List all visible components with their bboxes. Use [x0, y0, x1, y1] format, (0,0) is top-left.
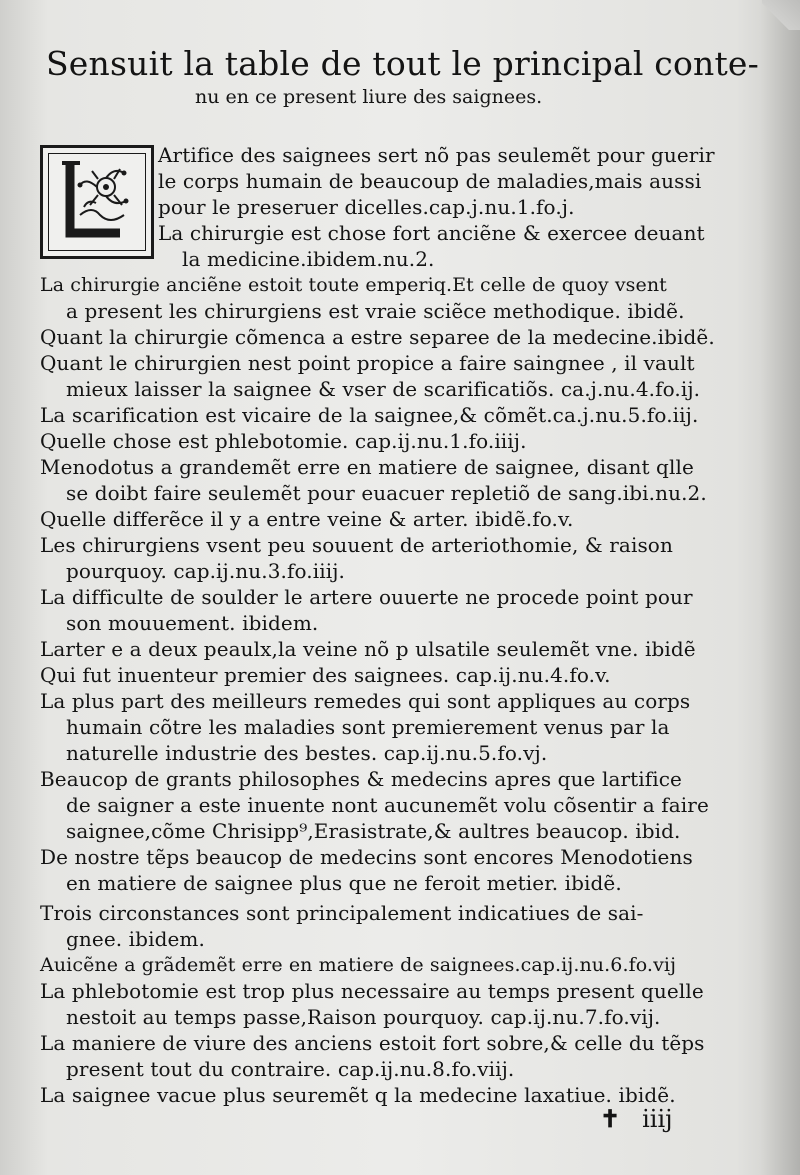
list-item: pourquoy. cap.ij.nu.3.fo.iiij. — [66, 559, 346, 583]
list-item: Auicẽne a grãdemẽt erre en matiere de saignees.cap.ij.nu.6.fo.vij — [40, 954, 677, 976]
list-item: Trois circonstances sont principalement indicatiues de sai- — [40, 901, 644, 925]
list-item: humain cõtre les maladies sont premierement venus par la — [66, 715, 670, 739]
page-title: Sensuit la table de tout le principal conte- — [46, 44, 760, 83]
list-item: Quelle differẽce il y a entre veine & arter. ibidẽ.fo.v. — [40, 507, 574, 531]
list-item: Les chirurgiens vsent peu souuent de arteriothomie, & raison — [40, 533, 673, 557]
list-item: de saigner a este inuente nont aucunemẽt volu cõsentir a faire — [66, 793, 709, 817]
list-item: La saignee vacue plus seuremẽt q la medecine laxatiue. ibidẽ. — [40, 1083, 676, 1107]
list-item: Quant le chirurgien nest point propice a faire saingnee , il vault — [40, 351, 695, 375]
list-item: Menodotus a grandemẽt erre en matiere de saignee, disant qlle — [40, 455, 694, 479]
list-item: nestoit au temps passe,Raison pourquoy. cap.ij.nu.7.fo.vij. — [66, 1005, 661, 1029]
list-item: La difficulte de soulder le artere ouuerte ne procede point pour — [40, 585, 693, 609]
cross-icon: ✝ — [600, 1104, 621, 1133]
list-item: present tout du contraire. cap.ij.nu.8.fo.viij. — [66, 1057, 515, 1081]
catchword: iiij — [642, 1105, 673, 1133]
list-item: Qui fut inuenteur premier des saignees. cap.ij.nu.4.fo.v. — [40, 663, 611, 687]
list-item: se doibt faire seulemẽt pour euacuer repletiõ de sang.ibi.nu.2. — [66, 481, 707, 505]
page-title-continued: nu en ce present liure des saignees. — [195, 86, 543, 108]
list-item: La maniere de viure des anciens estoit fort sobre,& celle du tẽps — [40, 1031, 705, 1055]
list-item: La plus part des meilleurs remedes qui sont appliques au corps — [40, 689, 691, 713]
list-item: a present les chirurgiens est vraie sciẽce methodique. ibidẽ. — [66, 299, 685, 323]
list-item: Quelle chose est phlebotomie. cap.ij.nu.1.fo.iiij. — [40, 429, 527, 453]
list-item: gnee. ibidem. — [66, 927, 205, 951]
list-item: La chirurgie anciẽne estoit toute emperiq.Et celle de quoy vsent — [40, 274, 667, 296]
list-item: Beaucop de grants philosophes & medecins apres que lartifice — [40, 767, 682, 791]
list-item: La chirurgie est chose fort anciẽne & exercee deuant — [158, 221, 705, 245]
list-item: Quant la chirurgie cõmenca a estre separee de la medecine.ibidẽ. — [40, 325, 715, 349]
list-item: naturelle industrie des bestes. cap.ij.nu.5.fo.vj. — [66, 741, 548, 765]
list-item: en matiere de saignee plus que ne feroit metier. ibidẽ. — [66, 871, 622, 895]
list-item: La scarification est vicaire de la saignee,& cõmẽt.ca.j.nu.5.fo.iij. — [40, 403, 699, 427]
list-item: le corps humain de beaucoup de maladies,mais aussi — [158, 169, 702, 193]
list-item: son mouuement. ibidem. — [66, 611, 319, 635]
list-item: Artifice des saignees sert nõ pas seulemẽt pour guerir — [158, 143, 715, 167]
list-item: mieux laisser la saignee & vser de scarificatiõs. ca.j.nu.4.fo.ij. — [66, 377, 701, 401]
list-item: Larter e a deux peaulx,la veine nõ p ulsatile seulemẽt vne. ibidẽ — [40, 637, 696, 661]
list-item: pour le preseruer dicelles.cap.j.nu.1.fo.j. — [158, 195, 575, 219]
list-item: De nostre tẽps beaucop de medecins sont encores Menodotiens — [40, 845, 693, 869]
list-item: la medicine.ibidem.nu.2. — [182, 247, 435, 271]
list-item: saignee,cõme Chrisipp⁹,Erasistrate,& aultres beaucop. ibid. — [66, 819, 681, 843]
list-item: La phlebotomie est trop plus necessaire au temps present quelle — [40, 979, 704, 1003]
page-footer — [600, 1104, 673, 1134]
